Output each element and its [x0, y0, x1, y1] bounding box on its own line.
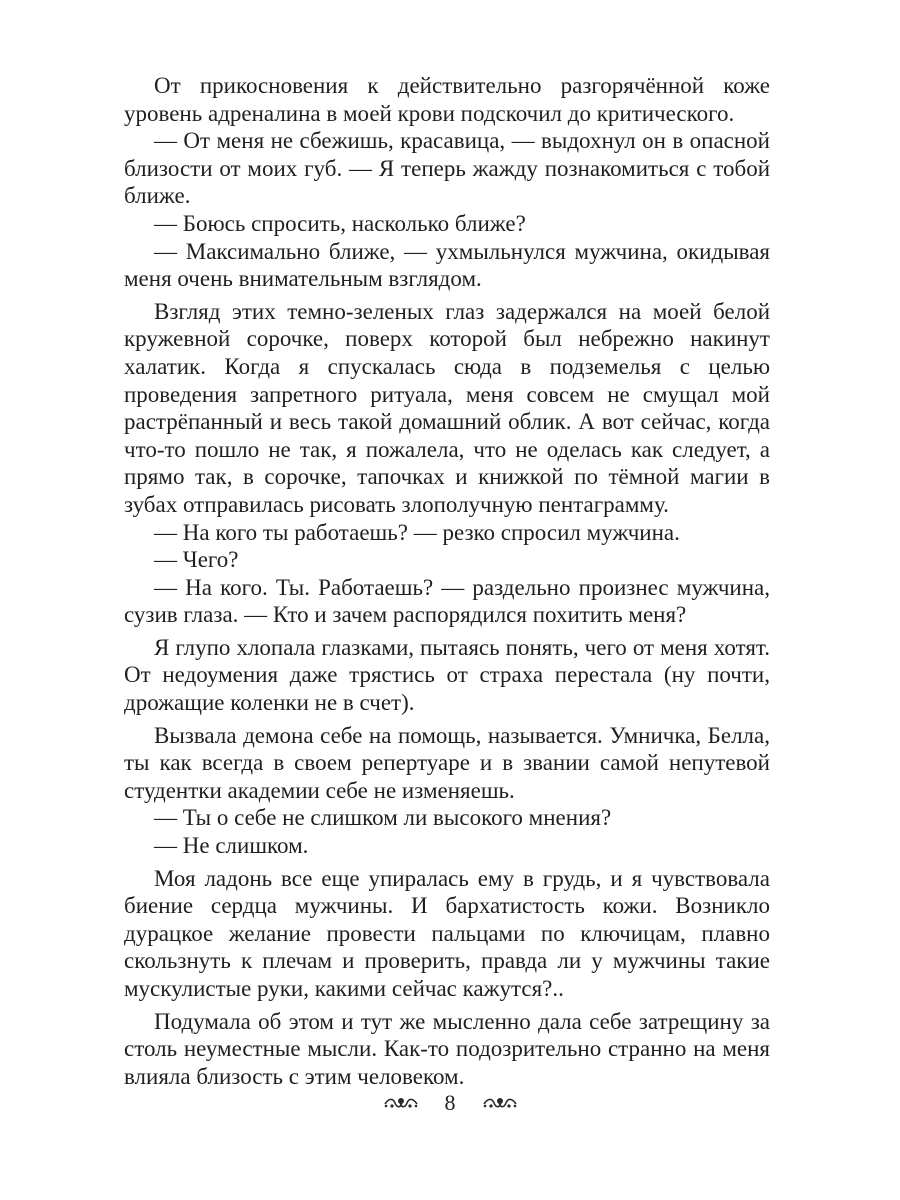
paragraph-1: От прикосновения к действительно разгорячённой коже уровень адреналина в моей крови подскочил до критического.	[124, 73, 770, 126]
paragraph-3: — Боюсь спросить, насколько ближе?	[154, 210, 526, 236]
paragraph-8: — На кого. Ты. Работаешь? — раздельно произнес мужчина, сузив глаза. — Кто и зачем распорядился похитить меня?	[124, 574, 770, 628]
paragraph-4: — Максимально ближе, — ухмыльнулся мужчина, окидывая меня очень внимательным взглядом.	[124, 238, 770, 292]
paragraph-13: Моя ладонь все еще упиралась ему в грудь, и я чувствовала биение сердца мужчины. И бархатистость кожи. Возникло дурацкое желание провести пальцами по ключицам, плавно скользнуть к плечам и проверить, правда ли у мужчины такие мускулистые руки, какими сейчас кажутся?..	[124, 865, 770, 1001]
paragraph-7: — Чего?	[154, 547, 239, 573]
decorative-ornament-icon	[383, 1094, 419, 1112]
decorative-ornament-icon	[482, 1094, 518, 1112]
book-page-text	[124, 72, 770, 1090]
paragraph-9: Я глупо хлопала глазками, пытаясь понять, чего от меня хотят. От недоумения даже трястись от страха перестала (ну почти, дрожащие коленки не в счет).	[124, 634, 770, 716]
paragraph-5: Взгляд этих темно-зеленых глаз задержался на моей белой кружевной сорочке, поверх которой был небрежно накинут халатик. Когда я спускалась сюда в подземелья с целью проведения запретного ритуала, меня совсем не смущал мой растрёпанный и весь такой домашний облик. А вот сейчас, когда что-то пошло не так, я пожалела, что не оделась как следует, а прямо так, в сорочке, тапочках и книжкой по тёмной магии в зубах отправилась рисовать злополучную пентаграмму.	[124, 298, 770, 517]
page-footer	[0, 1090, 900, 1116]
paragraph-10: Вызвала демона себе на помощь, называется. Умничка, Белла, ты как всегда в своем репертуаре и в звании самой непутевой студентки академии себе не изменяешь.	[124, 722, 770, 803]
paragraph-12: — Не слишком.	[154, 833, 309, 859]
paragraph-6: — На кого ты работаешь? — резко спросил мужчина.	[154, 519, 680, 545]
paragraph-14: Подумала об этом и тут же мысленно дала себе затрещину за столь неуместные мысли. Как-то подозрительно странно на меня влияла близость с этим человеком.	[124, 1008, 770, 1089]
paragraph-11: — Ты о себе не слишком ли высокого мнения?	[154, 805, 612, 831]
paragraph-2: — От меня не сбежишь, красавица, — выдохнул он в опасной близости от моих губ. — Я теперь жажду познакомиться с тобой ближе.	[124, 128, 770, 209]
page-number: 8	[444, 1090, 456, 1115]
